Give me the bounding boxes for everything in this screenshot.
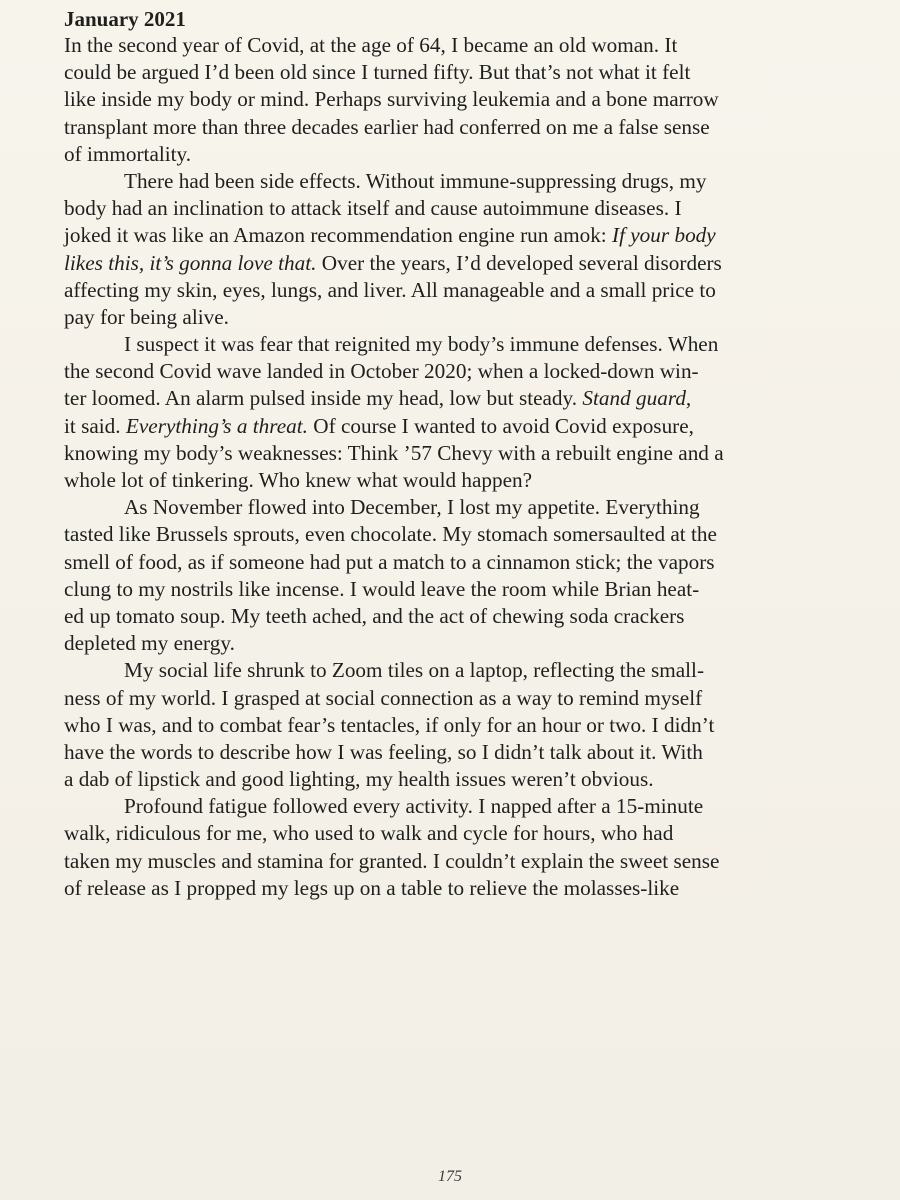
text-segment: depleted my energy. [64, 631, 235, 656]
text-line [64, 304, 864, 331]
text-segment: There had been side effects. Without immune-suppressing drugs, my [124, 168, 707, 193]
text-line [64, 440, 864, 467]
text-segment: whole lot of tinkering. Who knew what would happen? [64, 468, 533, 492]
text-line [64, 168, 864, 195]
text-segment: Of course I wanted to avoid Covid exposure, [308, 413, 694, 438]
body-text [64, 32, 864, 902]
text-line [64, 875, 864, 902]
text-line [64, 766, 864, 793]
text-segment: smell of food, as if someone had put a match to a cinnamon stick; the vapors [64, 549, 715, 574]
text-segment: could be argued I’d been old since I turned fifty. But that’s not what it felt [64, 60, 691, 85]
text-line [64, 685, 864, 712]
text-line [64, 576, 864, 603]
italic-text: If your body [612, 223, 716, 248]
text-line [64, 32, 864, 59]
text-line [64, 549, 864, 576]
text-segment: Profound fatigue followed every activity. I napped after a 15-minute [124, 794, 704, 819]
text-segment: I suspect it was fear that reignited my body’s immune defenses. When [124, 332, 719, 357]
text-segment: body had an inclination to attack itself and cause autoimmune diseases. I [64, 196, 682, 221]
text-segment: taken my muscles and stamina for granted. I couldn’t explain the sweet sense [64, 848, 720, 873]
text-line [64, 331, 864, 358]
text-line [64, 494, 864, 521]
text-line [64, 195, 864, 222]
page-number: 175 [438, 1168, 462, 1185]
text-segment: have the words to describe how I was feeling, so I didn’t talk about it. With [64, 739, 703, 764]
text-segment: of immortality. [64, 141, 192, 166]
text-line [64, 86, 864, 113]
italic-text: likes this, it’s gonna love that. [64, 250, 317, 275]
text-line [64, 630, 864, 657]
chapter-heading: January 2021 [64, 7, 186, 31]
text-line [64, 712, 864, 739]
text-segment: who I was, and to combat fear’s tentacles, if only for an hour or two. I didn’t [64, 712, 715, 737]
text-segment: joked it was like an Amazon recommendation engine run amok: [64, 223, 612, 248]
text-segment: the second Covid wave landed in October 2020; when a locked-down win- [64, 359, 699, 384]
text-segment: like inside my body or mind. Perhaps surviving leukemia and a bone marrow [64, 87, 719, 112]
text-segment: My social life shrunk to Zoom tiles on a laptop, reflecting the small- [124, 658, 705, 683]
text-segment: pay for being alive. [64, 304, 229, 329]
italic-text: Stand guard, [582, 386, 692, 411]
text-line [64, 59, 864, 86]
text-segment: of release as I propped my legs up on a table to relieve the molasses-like [64, 875, 680, 900]
text-segment: transplant more than three decades earlier had conferred on me a false sense [64, 114, 710, 139]
text-line [64, 358, 864, 385]
page-text [64, 6, 864, 902]
text-line [64, 739, 864, 766]
text-segment: ed up tomato soup. My teeth ached, and the act of chewing soda crackers [64, 603, 685, 628]
text-line [64, 793, 864, 820]
text-segment: it said. [64, 413, 126, 438]
text-segment: walk, ridiculous for me, who used to walk and cycle for hours, who had [64, 821, 674, 846]
text-line [64, 848, 864, 875]
text-line [64, 114, 864, 141]
text-segment: knowing my body’s weaknesses: Think ’57 Chevy with a rebuilt engine and a [64, 440, 724, 465]
text-segment: affecting my skin, eyes, lungs, and liver. All manageable and a small price to [64, 277, 716, 302]
text-segment: a dab of lipstick and good lighting, my health issues weren’t obvious. [64, 767, 654, 792]
text-segment: ness of my world. I grasped at social connection as a way to remind myself [64, 685, 703, 710]
text-segment: ter loomed. An alarm pulsed inside my head, low but steady. [64, 386, 583, 411]
text-segment: As November flowed into December, I lost my appetite. Everything [124, 495, 700, 520]
text-line [64, 413, 864, 440]
text-segment: In the second year of Covid, at the age of 64, I became an old woman. It [64, 33, 678, 57]
text-line [64, 250, 864, 277]
text-line [64, 277, 864, 304]
text-line [64, 467, 864, 494]
text-line [64, 820, 864, 847]
text-line [64, 603, 864, 630]
text-line [64, 141, 864, 168]
text-line [64, 657, 864, 684]
italic-text: Everything’s a threat. [125, 413, 308, 438]
text-segment: Over the years, I’d developed several disorders [316, 250, 722, 275]
text-segment: clung to my nostrils like incense. I would leave the room while Brian heat- [64, 576, 700, 601]
text-line [64, 385, 864, 412]
text-line [64, 222, 864, 249]
text-segment: tasted like Brussels sprouts, even chocolate. My stomach somersaulted at the [64, 522, 717, 547]
text-line [64, 521, 864, 548]
